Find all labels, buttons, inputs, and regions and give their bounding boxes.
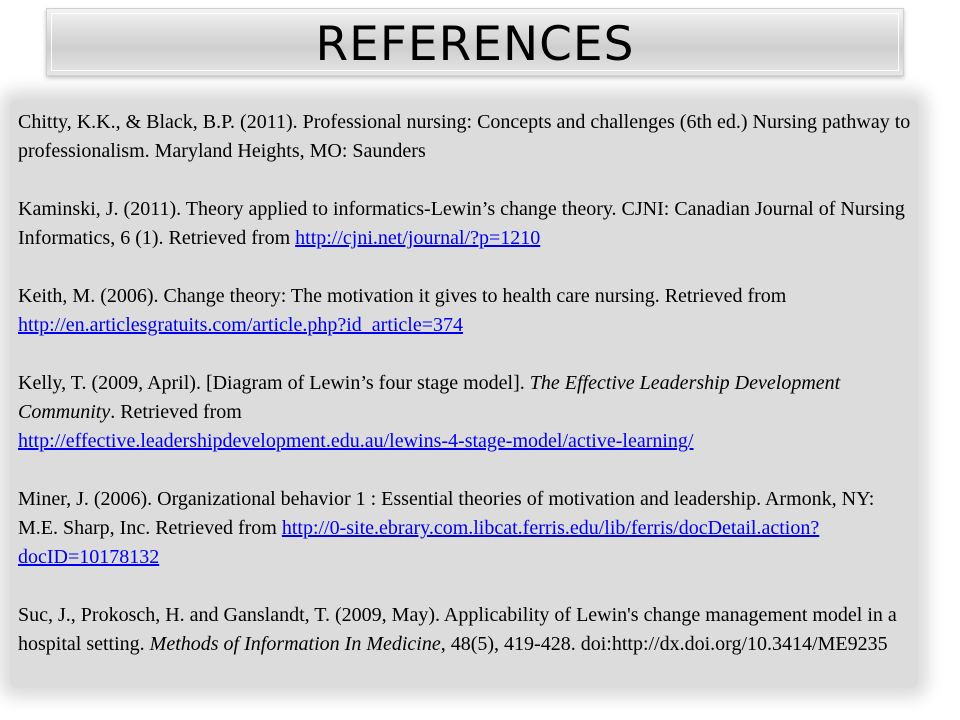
reference-text: , 48(5), 419-428. doi:http://dx.doi.org/10.3414/ME9235 — [440, 633, 888, 655]
reference-kaminski — [18, 195, 918, 253]
title-banner — [46, 8, 904, 76]
reference-link[interactable]: http://0-site.ebrary.com.libcat.ferris.edu/lib/ferris/docDetail.action?docID=10178132 — [18, 517, 820, 568]
reference-text: Miner, J. (2006). Organizational behavior 1 : Essential theories of motivation and leadership. Armonk, NY: M.E. Sharp, Inc. Retrieved from — [18, 488, 875, 539]
reference-text: Kaminski, J. (2011). Theory applied to informatics-Lewin’s change theory. CJNI: Canadian Journal of Nursing Informatics, 6 (1). Retrieved from — [18, 198, 905, 249]
reference-link[interactable]: http://effective.leadershipdevelopment.edu.au/lewins-4-stage-model/active-learning/ — [18, 430, 694, 452]
reference-keith — [18, 282, 918, 340]
reference-link[interactable]: http://en.articlesgratuits.com/article.php?id_article=374 — [18, 314, 464, 336]
page-title: REFERENCES — [315, 17, 635, 72]
reference-text: Keith, M. (2006). Change theory: The motivation it gives to health care nursing. Retrieved from — [18, 285, 787, 307]
reference-text: Kelly, T. (2009, April). [Diagram of Lewin’s four stage model]. — [18, 372, 530, 394]
reference-link[interactable]: http://cjni.net/journal/?p=1210 — [295, 227, 541, 249]
references-list — [18, 108, 918, 659]
reference-italic-title: Methods of Information In Medicine — [149, 633, 441, 655]
reference-miner — [18, 485, 918, 572]
reference-suc — [18, 601, 918, 659]
reference-kelly — [18, 369, 918, 456]
reference-text: . Retrieved from — [110, 401, 242, 423]
reference-italic-title: The Effective Leadership Development Community — [18, 372, 841, 423]
reference-chitty — [18, 108, 918, 166]
reference-text: Suc, J., Prokosch, H. and Ganslandt, T. (2009, May). Applicability of Lewin's change management model in a hospital setting. — [18, 604, 897, 655]
reference-text: Chitty, K.K., & Black, B.P. (2011). Professional nursing: Concepts and challenges (6th ed.) Nursing pathway to professionalism. Maryland Heights, MO: Saunders — [18, 111, 911, 162]
